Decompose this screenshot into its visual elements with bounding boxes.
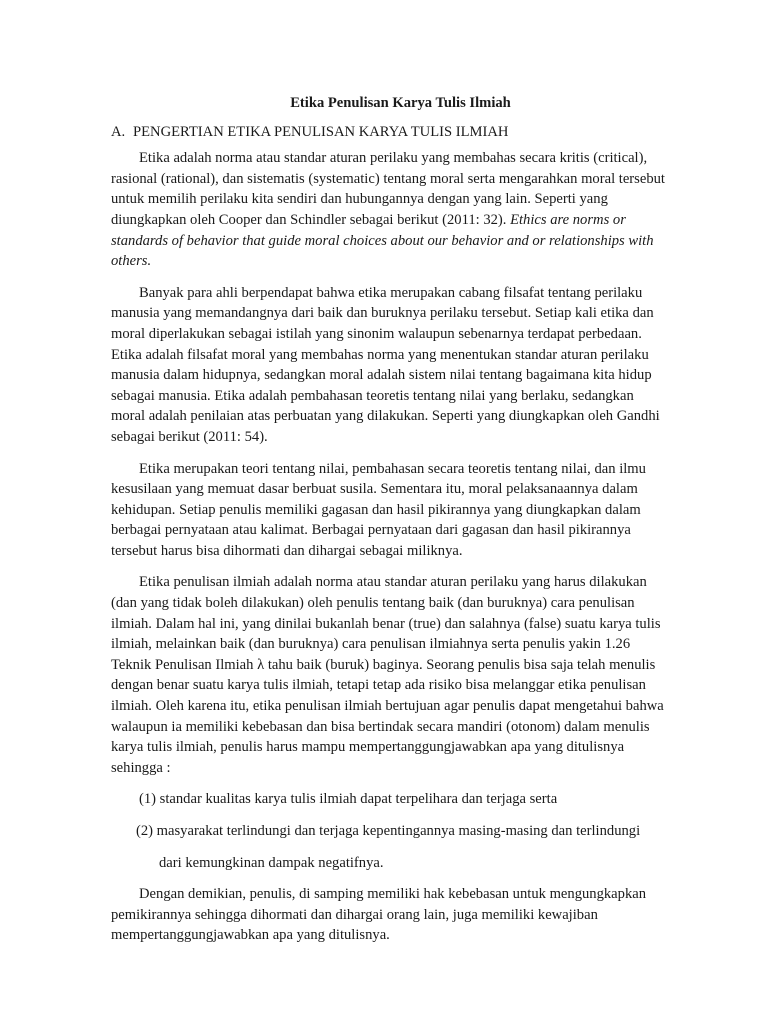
section-heading-text: PENGERTIAN ETIKA PENULISAN KARYA TULIS ILMIAH [133,123,509,140]
paragraph-1-quote: Ethics are norms or standards of behavior that guide moral choices about our behavior and or relationships with others. [111,211,654,270]
paragraph-1-text: Etika adalah norma atau standar aturan perilaku yang membahas secara kritis (critical), rasional (rational), dan sistematis (systematic) tentang moral serta mengarahkan moral tersebut untuk memilih perilaku kita sendiri dan hubungannya dengan yang lain. Seperti yang diungkapkan oleh Cooper dan Schindler sebagai berikut (2011: 32). [111,150,665,228]
paragraph-4: Etika penulisan ilmiah adalah norma atau standar aturan perilaku yang harus dilakukan (dan yang tidak boleh dilakukan) oleh penulis tentang baik (dan buruknya) cara penulisan ilmiah. Dalam hal ini, yang dinilai bukanlah benar (true) dan salahnya (false) suatu karya tulis ilmiah, melainkan baik (dan buruknya) cara penulisan ilmiahnya serta penulis yakin 1.26 Teknik Penulisan Ilmiah λ tahu baik (buruk) baginya. Seorang penulis bisa saja telah menulis dengan benar suatu karya tulis ilmiah, tetapi tetap ada risiko bisa melanggar etika penulisan ilmiah. Oleh karena itu, etika penulisan ilmiah bertujuan agar penulis dapat mengetahui bahwa walaupun ia memiliki kebebasan dan bisa bertindak secara mandiri (otonom) dalam menulis karya tulis ilmiah, penulis harus mampu mempertanggungjawabkan apa yang ditulisnya sehingga : [111,574,664,776]
paragraph-5: Dengan demikian, penulis, di samping memiliki hak kebebasan untuk mengungkapkan pemikirannya sehingga dihormati dan dihargai orang lain, juga memiliki kewajiban mempertanggungjawabkan apa yang ditulisnya. [111,886,647,944]
list-item-2: (2) masyarakat terlindungi dan terjaga kepentingannya masing-masing dan terlindungi [136,823,641,839]
section-heading [111,122,668,143]
list-item-2-continuation: dari kemungkinan dampak negatifnya. [159,854,384,871]
paragraph-1 [111,148,668,272]
paragraph-2: Banyak para ahli berpendapat bahwa etika merupakan cabang filsafat tentang perilaku manusia yang memandangnya dari baik dan buruknya perilaku tersebut. Setiap kali etika dan moral diperlakukan sebagai istilah yang sinonim walaupun sebenarnya terdapat perbedaan. Etika adalah filsafat moral yang membahas norma yang menentukan standar aturan perilaku manusia dalam hidupnya, sedangkan moral adalah sistem nilai tentang bagaimana kita hidup sebagai manusia. Etika adalah pembahasan teoretis tentang nilai yang berlaku, sedangkan moral adalah penilaian atas perbuatan yang dilakukan. Seperti yang diungkapkan oleh Gandhi sebagai berikut (2011: 54). [111,284,660,445]
section-number: A. [111,123,126,140]
document-title: Etika Penulisan Karya Tulis Ilmiah [290,95,511,111]
list-item-1: (1) standar kualitas karya tulis ilmiah dapat terpelihara dan terjaga serta [139,791,558,808]
paragraph-3: Etika merupakan teori tentang nilai, pembahasan secara teoretis tentang nilai, dan ilmu kesusilaan yang memuat dasar berbuat susila. Sementara itu, moral pelaksanaannya dalam kehidupan. Setiap penulis memiliki gagasan dan hasil pikirannya yang diungkapkan dalam berbagai pernyataan atau kalimat. Berbagai pernyataan dari gagasan dan hasil pikirannya tersebut harus bisa dihormati dan dihargai sebagai miliknya. [111,460,646,559]
